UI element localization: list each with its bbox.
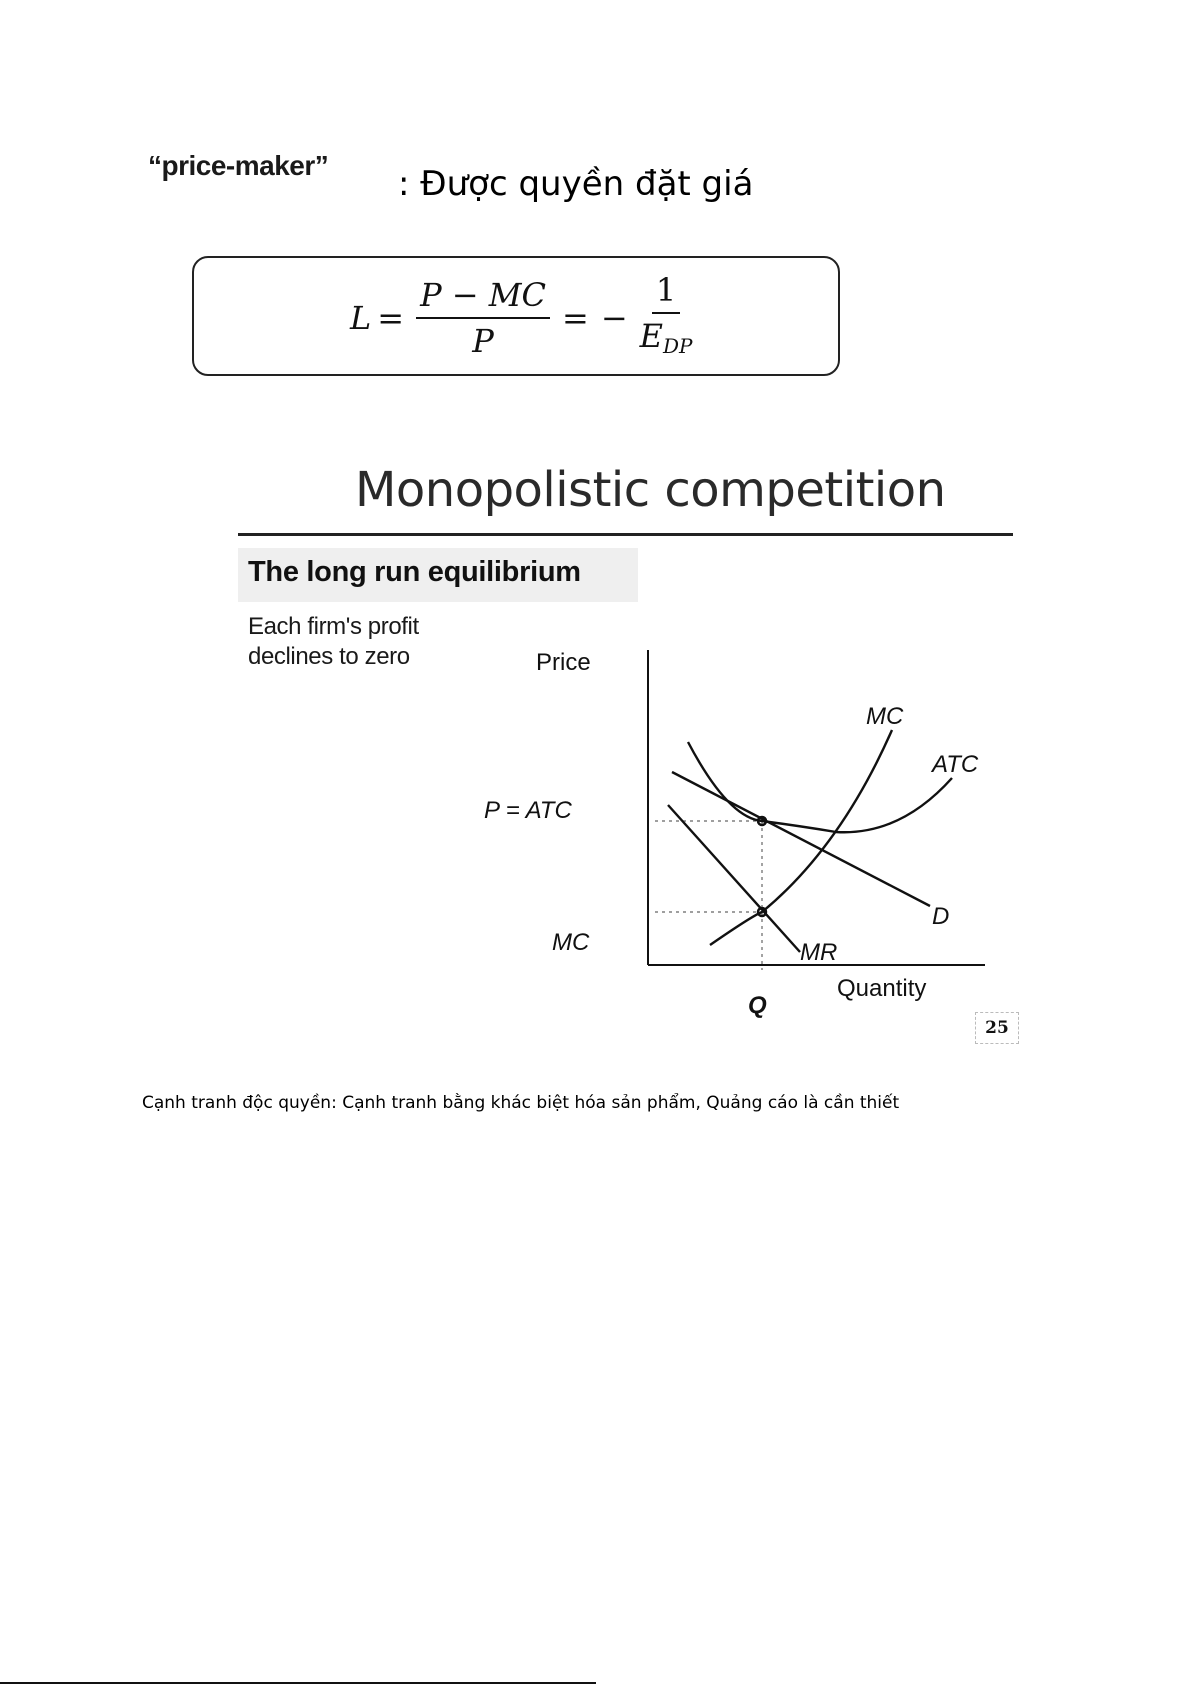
title-divider xyxy=(238,533,1013,536)
y-tick-p-atc: P = ATC xyxy=(484,797,572,824)
mc-curve-label: MC xyxy=(866,703,904,730)
caption-text: Cạnh tranh độc quyền: Cạnh tranh bằng khác biệt hóa sản phẩm, Quảng cáo là cần thiết xyxy=(142,1093,900,1113)
formula-equals-2: = xyxy=(562,299,589,337)
slide-note-line-2: declines to zero xyxy=(248,643,410,670)
mr-curve-label: MR xyxy=(800,939,838,966)
y-tick-mc: MC xyxy=(552,929,590,956)
formula-elasticity-symbol: E xyxy=(639,317,663,355)
x-tick-q: Q xyxy=(748,992,767,1019)
lerner-index-formula xyxy=(350,270,698,366)
formula-rhs-denominator xyxy=(640,314,693,366)
formula-minus: − xyxy=(600,299,628,337)
formula-equals-1: = xyxy=(377,299,405,337)
formula-rhs-numerator: 1 xyxy=(652,270,680,314)
price-maker-term: “price-maker” xyxy=(148,150,329,181)
formula-numerator: P − MC xyxy=(416,275,550,319)
formula-fraction-2 xyxy=(640,270,693,366)
long-run-equilibrium-chart xyxy=(484,640,1020,1030)
formula-lhs: L xyxy=(350,299,372,337)
atc-curve xyxy=(688,742,952,832)
slide-subtitle: The long run equilibrium xyxy=(248,556,581,588)
footnote-divider xyxy=(0,1682,596,1684)
formula-denominator: P xyxy=(472,322,494,360)
slide-note xyxy=(248,612,419,672)
slide-title: Monopolistic competition xyxy=(355,462,946,518)
slide-note-line-1: Each firm's profit xyxy=(248,613,419,640)
demand-curve-label: D xyxy=(932,903,950,930)
atc-curve-label: ATC xyxy=(932,751,979,778)
formula-elasticity-subscript: DP xyxy=(662,334,693,358)
slide-page-number: 25 xyxy=(975,1012,1019,1044)
y-axis-label: Price xyxy=(536,649,591,676)
x-axis-label: Quantity xyxy=(837,975,927,1002)
demand-curve xyxy=(672,772,930,906)
formula-fraction-1 xyxy=(416,275,550,361)
price-maker-definition: : Được quyền đặt giá xyxy=(398,164,754,204)
mc-curve xyxy=(710,730,892,945)
